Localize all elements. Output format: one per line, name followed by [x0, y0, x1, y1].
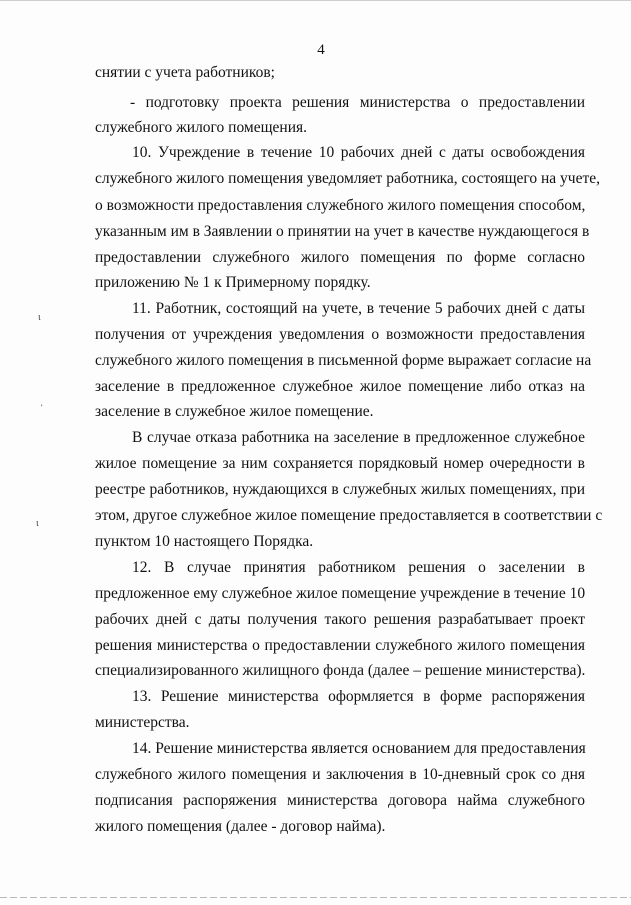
text-line: служебного жилого помещения в письменной форме выражает согласие на	[95, 352, 592, 369]
text-line: - подготовку проекта решения министерства о предоставлении	[130, 94, 585, 111]
text-line: этом, другое служебное жилое помещение предоставляется в соответствии с	[95, 507, 603, 524]
text-line: приложению № 1 к Примерному порядку.	[95, 274, 371, 291]
text-line: служебного жилого помещения уведомляет работника, состоящего на учете,	[95, 170, 601, 187]
text-line: 11. Работник, состоящий на учете, в течение 5 рабочих дней с даты	[132, 300, 585, 317]
text-line: предоставлении служебного жилого помещения по форме согласно	[95, 249, 585, 266]
text-line: жилое помещение за ним сохраняется порядковый номер очередности в	[95, 455, 585, 472]
text-line: о возможности предоставления служебного жилого помещения способом,	[95, 197, 586, 214]
text-line: указанным им в Заявлении о принятии на учет в качестве нуждающегося в	[95, 223, 590, 240]
page-number: 4	[317, 42, 325, 58]
text-line: 10. Учреждение в течение 10 рабочих дней с даты освобождения	[132, 144, 585, 161]
text-line: 12. В случае принятия работником решения о заселении в	[132, 559, 585, 576]
scan-artifact-mark: ᾿	[40, 404, 44, 415]
text-line: решения министерства о предоставлении служебного жилого помещения	[95, 637, 585, 654]
text-line: специализированного жилищного фонда (далее – решение министерства).	[95, 662, 586, 679]
text-line: предложенное ему служебное жилое помещение учреждение в течение 10	[95, 585, 586, 602]
text-line: снятии с учета работников;	[95, 64, 275, 81]
text-line: получения от учреждения уведомления о возможности предоставления	[95, 326, 585, 343]
text-line: служебного жилого помещения и заключения в 10-дневный срок со дня	[95, 766, 585, 783]
text-line: заселение в служебное жилое помещение.	[95, 403, 374, 420]
text-line: 14. Решение министерства является основанием для предоставления	[132, 740, 586, 757]
text-line: рабочих дней с даты получения такого решения разрабатывает проект	[95, 611, 585, 628]
page-top-edge	[0, 0, 631, 1]
text-line: пунктом 10 настоящего Порядка.	[95, 533, 314, 550]
text-line: служебного жилого помещения.	[95, 119, 308, 136]
text-line: заселение в предложенное служебное жилое помещение либо отказ на	[95, 378, 585, 395]
text-line: В случае отказа работника на заселение в предложенное служебное	[132, 429, 585, 446]
scan-artifact-mark: ι	[36, 518, 39, 529]
scan-artifact-mark: ι	[38, 312, 41, 323]
page-bottom-edge	[0, 897, 631, 898]
text-line: подписания распоряжения министерства договора найма служебного	[95, 792, 585, 809]
text-line: министерства.	[95, 714, 190, 731]
text-line: 13. Решение министерства оформляется в форме распоряжения	[132, 688, 585, 705]
text-line: жилого помещения (далее - договор найма).	[95, 818, 386, 835]
text-line: реестре работников, нуждающихся в служебных жилых помещениях, при	[95, 481, 585, 498]
